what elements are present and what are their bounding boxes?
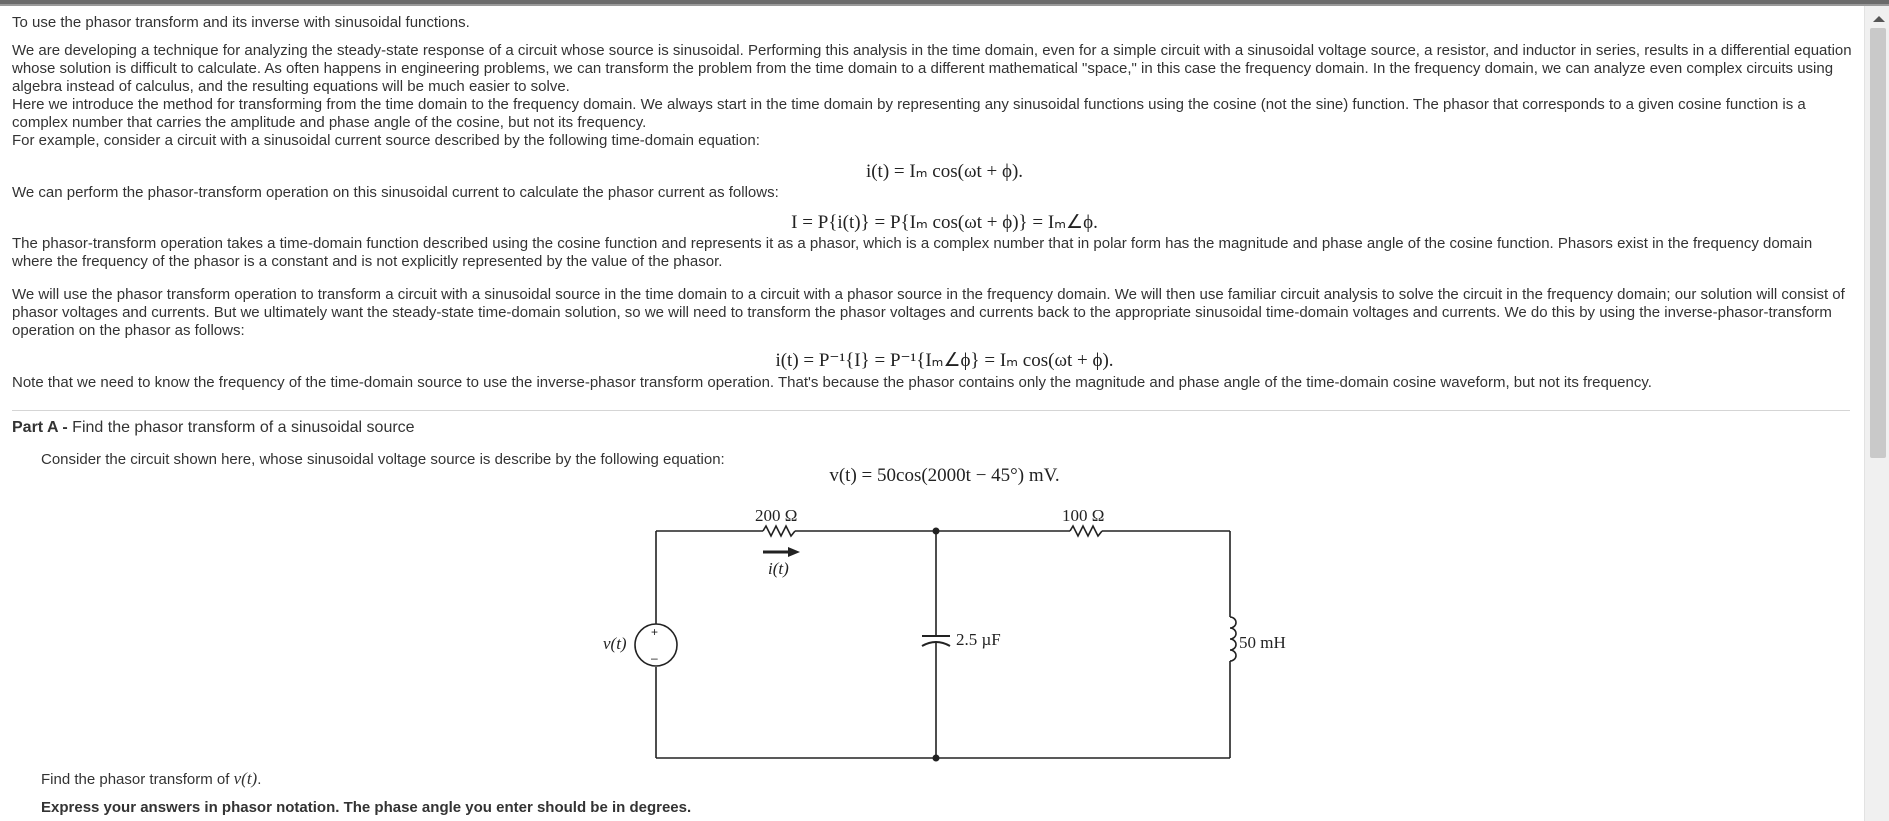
- resistor-100-label: 100 Ω: [1062, 506, 1105, 525]
- vertical-scrollbar[interactable]: [1864, 6, 1889, 821]
- node-bottom: [933, 755, 940, 762]
- resistor-200-label: 200 Ω: [755, 506, 798, 525]
- current-label: i(t): [768, 559, 789, 578]
- part-a-label: Part A -: [12, 419, 68, 436]
- find-prefix: Find the phasor transform of: [41, 771, 230, 788]
- part-a-find-prompt: [41, 770, 261, 789]
- inductor-label: 50 mH: [1239, 633, 1286, 652]
- current-arrow-icon: [788, 547, 800, 557]
- intro-paragraph-2: Here we introduce the method for transforming from the time domain to the frequency domain. We always start in the time domain by representing any sinusoidal functions using the cosine (not the sine) function. The phasor that corresponds to a given cosine function is a complex number that carries the amplitude and phase angle of the cosine, but not its frequency.: [12, 96, 1806, 131]
- intro-paragraph-3: For example, consider a circuit with a sinusoidal current source described by the following time-domain equation:: [12, 132, 760, 149]
- find-variable: v(t): [233, 769, 258, 788]
- intro-paragraph-6: We will use the phasor transform operation to transform a circuit with a sinusoidal source in the time domain to a circuit with a phasor source in the frequency domain. We will then use familiar circuit analysis to solve the circuit in the frequency domain; our solution will consist of phasor voltages and currents. But we ultimately want the steady-state time-domain solution, so we will need to transform the phasor voltages and currents back to the appropriate sinusoidal time-domain voltages and currents. We do this by using the inverse-phasor-transform operation on the phasor as follows:: [12, 286, 1845, 339]
- scrollbar-thumb[interactable]: [1870, 28, 1886, 458]
- part-a-source-equation: v(t) = 50cos(2000t − 45°) mV.: [829, 465, 1060, 486]
- intro-paragraph-5: The phasor-transform operation takes a time-domain function described using the cosine function and represents it as a phasor, which is a complex number that in polar form has the magnitude and phase angle of the cosine function. Phasors exist in the frequency domain where the frequency of the phasor is a constant and is not explicitly represented by the value of the phasor.: [12, 235, 1813, 270]
- part-a-title-text: Find the phasor transform of a sinusoidal source: [72, 419, 415, 436]
- node-top: [933, 528, 940, 535]
- equation-inverse-phasor: i(t) = P⁻¹{I} = P⁻¹{Iₘ∠ϕ} = Iₘ cos(ωt + ϕ).: [775, 350, 1114, 371]
- source-minus-sign: –: [651, 651, 658, 665]
- find-suffix: .: [257, 771, 262, 788]
- part-a-instructions: Express your answers in phasor notation. The phase angle you enter should be in degrees.: [41, 799, 692, 816]
- resistor-200-zigzag: [763, 526, 795, 536]
- equation-phasor-transform: I = P{i(t)} = P{Iₘ cos(ωt + ϕ)} = Iₘ∠ϕ.: [791, 212, 1098, 233]
- capacitor-label: 2.5 µF: [956, 630, 1001, 649]
- part-a-description: Consider the circuit shown here, whose sinusoidal voltage source is describe by the following equation:: [41, 451, 725, 468]
- intro-paragraph-4: We can perform the phasor-transform operation on this sinusoidal current to calculate the phasor current as follows:: [12, 184, 779, 201]
- equation-time-domain-current: i(t) = Iₘ cos(ωt + ϕ).: [865, 161, 1024, 182]
- inductor-coil: [1230, 617, 1236, 661]
- objective-text: To use the phasor transform and its inverse with sinusoidal functions.: [12, 14, 470, 31]
- resistor-100-zigzag: [1070, 526, 1102, 536]
- source-plus-sign: +: [651, 625, 659, 639]
- intro-paragraph-7: Note that we need to know the frequency of the time-domain source to use the inverse-phasor transform operation. That's because the phasor contains only the magnitude and phase angle of the time-domain cosine waveform, but not its frequency.: [12, 374, 1652, 391]
- scroll-up-arrow-icon[interactable]: [1873, 16, 1885, 22]
- intro-paragraph-1: We are developing a technique for analyzing the steady-state response of a circuit whose source is sinusoidal. Performing this analysis in the time domain, even for a simple circuit with a sinusoidal voltage source, a resistor, and inductor in series, results in a differential equation whose solution is difficult to calculate. As often happens in engineering problems, we can transform the problem from the time domain to a different mathematical "space," in this case the frequency domain. In the frequency domain, we can analyze even complex circuits using algebra instead of calculus, and the resulting equations will be much easier to solve.: [12, 42, 1852, 95]
- source-label: v(t): [603, 634, 627, 653]
